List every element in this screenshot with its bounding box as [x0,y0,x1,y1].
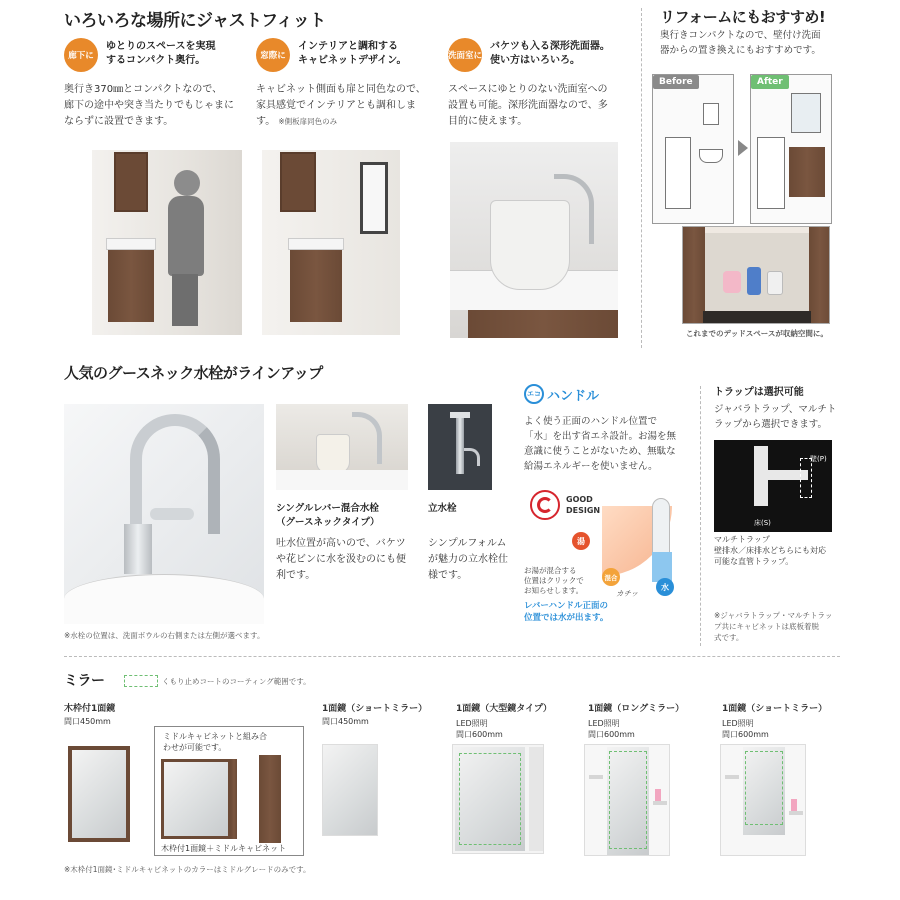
reform-caption: これまでのデッドスペースが収納空間に。 [686,329,828,338]
combo-note: ミドルキャビネットと組み合 わせが可能です。 [163,732,267,752]
mirror-1-name: 木枠付1面鏡 [64,704,116,714]
bottle-white-shape [767,271,783,295]
photo-gooseneck-faucet [64,404,264,624]
mirror-title: ミラー [64,673,105,689]
badge-washroom: 洗面室に [448,38,482,72]
trap-note: ※ジャバラトラップ・マルチトラッ プ共にキャビネットは底板着脱 式です。 [714,611,833,642]
eco-click-note: お湯が混合する 位置はクリックで お知らせします。 [524,566,584,595]
trap-body: ジャバラトラップ、マルチト ラップから選択できます。 [714,404,837,430]
mirror-1-glass [72,750,126,838]
mirror-3-name: 1面鏡（大型鏡タイプ） [456,704,552,714]
good-design-logo-icon [530,490,560,520]
mirror-3-coating [459,753,521,845]
photo-window-vanity [262,150,400,335]
mirror-cabinet-shape [114,152,148,212]
mirror-5-shelf-shape-2 [789,811,803,815]
trap-pipe-vertical-shape [754,446,768,506]
photo-bucket-basin [450,142,618,338]
photo-standing-faucet [428,404,492,490]
standing-faucet-body: シンプルフォルム が魅力の立水栓仕 様です。 [428,538,508,581]
divider-horizontal [64,656,840,657]
mix-label: 混合 [602,568,620,586]
feature-1-body: 奥行き370㎜とコンパクトなので、 廊下の途中や突き当たりでもじゃまに ならずに設置できます。 [64,84,234,127]
eco-mark-icon: エコ [524,384,544,404]
mirror-4-spec: LED照明 間口600mm [588,719,635,739]
hot-label: 湯 [572,532,590,550]
eco-handle-heading [524,384,599,404]
floor-dark-shape [703,311,811,324]
after-diagram [750,74,832,224]
wall-basin-shape [699,149,723,163]
mirror-5-shelf-shape [725,775,739,779]
mirror-5-coating [745,751,783,825]
mirror-4-name: 1面鏡（ロングミラー） [588,704,685,714]
after-tag: After [751,75,789,89]
vase-shape [316,434,350,474]
section-title-fit: いろいろな場所にジャストフィット [64,11,326,31]
mirror-3-spec: LED照明 間口600mm [456,719,503,739]
eco-handle-title: ハンドル [547,388,600,404]
cabinet-door-left-shape [683,227,705,324]
mirror-5-image [720,744,806,856]
mirror-cabinet-shape-2 [280,152,316,212]
mirror-4-shelf-shape [589,775,603,779]
mirror-4-shelf-shape-2 [653,801,667,805]
reform-title: リフォームにもおすすめ! [660,8,826,26]
divider-vertical-2 [700,386,701,646]
lever-faucet-title: シングルレバー混合水栓 （グースネックタイプ） [276,503,380,528]
photo-lever-faucet [276,404,408,490]
before-mirror-shape [703,103,719,125]
standing-faucet-spout-shape [464,448,480,466]
cabinet-shape-2 [290,250,342,322]
before-diagram [652,74,734,224]
lever-faucet-spout-shape [352,412,382,464]
basin-shape [106,238,156,250]
faucet-body-shape [124,524,152,574]
feature-2-body: キャビネット側面も扉と同色なので、 家具感覚でインテリアとも調和しま す。 ※側板扉同色のみ [256,84,426,127]
mirror-3-image [452,744,544,854]
mirror-2-image [322,744,378,836]
badge-hallway: 廊下に [64,38,98,72]
photo-hallway-vanity [92,150,242,335]
standing-faucet-lever-shape [450,412,470,418]
person-legs-shape [172,274,198,326]
divider-vertical [641,8,642,348]
arrow-right-icon [738,140,748,156]
eco-blue-note: レバーハンドル正面の 位置では水が出ます。 [524,601,609,623]
mirror-footnote: ※木枠付1面鏡･ミドルキャビネットのカラーはミドルグレードのみです。 [64,865,311,874]
washing-machine-shape [665,137,691,209]
trap-floor-label: 床(S) [754,519,771,527]
mirror-5-name: 1面鏡（ショートミラー） [722,704,828,714]
combo-caption: 木枠付1面鏡＋ミドルキャビネット [161,844,287,853]
cabinet-door-right-shape [809,227,830,324]
lever-shape [150,508,194,520]
after-cabinet-shape [789,147,825,197]
mirror-4-image [584,744,670,856]
basin-shape-2 [288,238,344,250]
bowl-shape [64,574,264,624]
mirror-1-spec: 間口450mm [64,717,111,726]
combo-mirror-image [161,759,231,839]
feature-3-body: スペースにゆとりのない洗面室への 設置も可能。深形洗面器なので、多 目的に使えます。 [448,84,608,127]
good-design-g-shape [537,497,553,513]
after-mirror-shape [791,93,821,133]
bottle-blue-shape [747,267,761,295]
trap-wall-dashed-shape [800,458,812,498]
photo-cabinet-interior [682,226,830,324]
bottle-pink-shape [723,271,741,293]
reform-body: 奥行きコンパクトなので、壁付け洗面 器からの置き換えにもおすすめです。 [660,30,821,56]
standing-faucet-title: 立水栓 [428,503,457,514]
window-shape [360,162,388,234]
washing-machine-shape-2 [757,137,785,209]
standing-faucet-post-shape [456,414,464,474]
trap-title: トラップは選択可能 [714,387,804,398]
feature-2-lead: インテリアと調和する キャビネットデザイン。 [298,41,407,66]
cabinet-top-shape [468,310,618,338]
section-title-faucet: 人気のグースネック水栓がラインアップ [64,364,323,382]
combo-mirror-glass [164,762,228,836]
mirror-2-spec: 間口450mm [322,717,369,726]
middle-cabinet-image [259,755,281,843]
mirror-4-bottle-shape [655,789,661,801]
good-design-label: GOOD DESIGN [566,495,601,515]
cold-label: 水 [656,578,674,596]
person-head-shape [174,170,200,196]
mirror-5-bottle-shape [791,799,797,811]
before-tag: Before [653,75,699,89]
person-body-shape [168,196,204,276]
feature-1-lead: ゆとりのスペースを実現 するコンパクト奥行。 [106,41,216,66]
photo-multi-trap [714,440,832,532]
trap-caption: マルチトラップ 壁排水／床排水どちらにも対応 可能な直管トラップ。 [714,535,826,566]
mirror-5-spec: LED照明 間口600mm [722,719,769,739]
trap-wall-label: 壁(P) [810,455,827,463]
cabinet-shape [108,250,154,322]
mirror-4-coating [609,751,647,849]
coating-legend-swatch [124,675,158,687]
coating-legend-text: くもり止めコートのコーティング範囲です。 [162,677,311,686]
mirror-3-side-shape [529,747,543,851]
basin-shape-3 [276,470,408,490]
faucet-shape [554,174,594,244]
feature-3-lead: バケツも入る深形洗面器。 使い方はいろいろ。 [490,41,610,66]
lever-faucet-body: 吐水位置が高いので、バケツ や花ビンに水を汲むのにも便 利です。 [276,538,406,581]
click-label: カチッ [616,589,639,598]
mirror-2-name: 1面鏡（ショートミラー） [322,704,428,714]
combo-mirror-side-shape [231,759,237,839]
combo-box [154,726,304,856]
badge-window: 窓際に [256,38,290,72]
mirror-1-image [68,746,130,842]
faucet-position-note: ※水栓の位置は、洗面ボウルの右側または左側が選べます。 [64,631,265,640]
eco-handle-body: よく使う正面のハンドル位置で 「水」を出す省エネ設計。お湯を無 意識に使うことがないため、無駄な 給湯エネルギーを使いません。 [524,416,677,472]
